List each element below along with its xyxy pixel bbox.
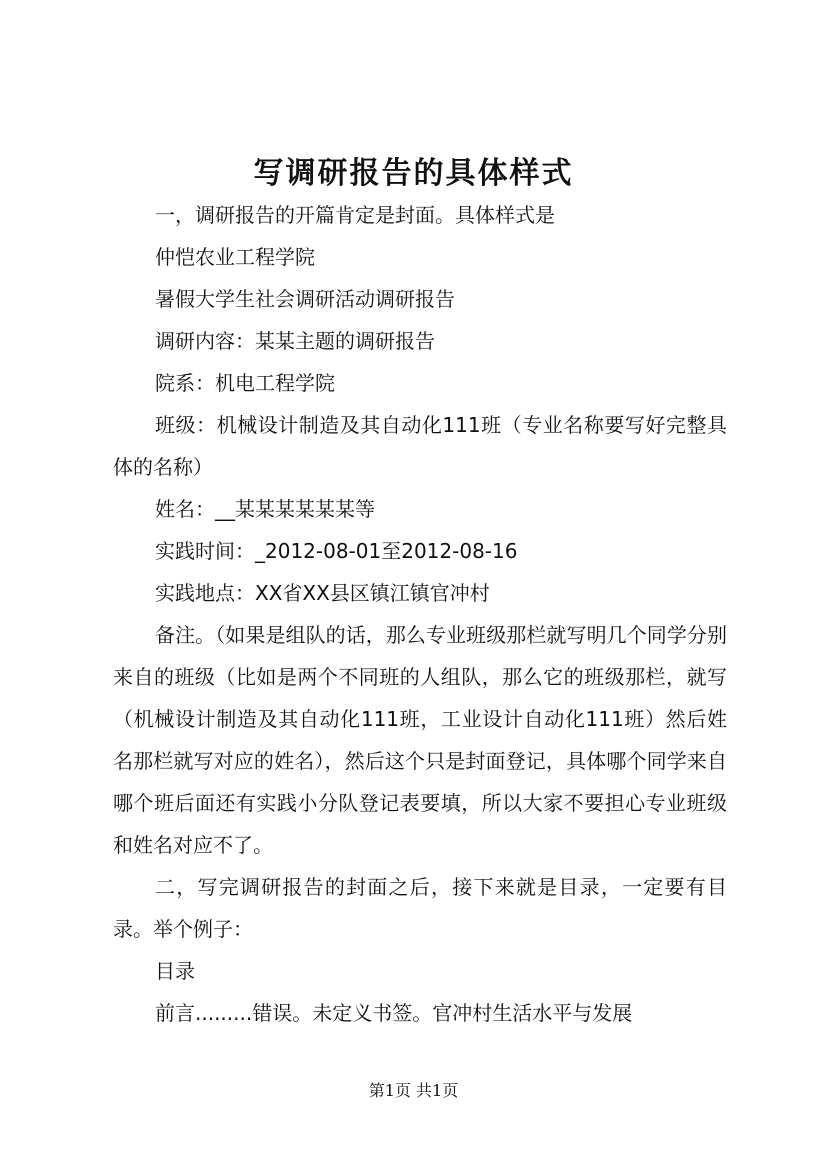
page-footer: 第1页 共1页 [368, 1081, 459, 1100]
paragraph: 备注。（如果是组队的话，那么专业班级那栏就写明几个同学分别来自的班级（比如是两个不同班的人组队，那么它的班级那栏，就写（机械设计制造及其自动化111班，工业设计自动化111班）然后姓名那栏就写对应的姓名），然后这个只是封面登记，具体哪个同学来自哪个班后面还有实践小分队登记表要填，所以大家不要担心专业班级和姓名对应不了。 [113, 623, 727, 857]
paragraph: 班级：机械设计制造及其自动化111班（专业名称要写好完整具体的名称） [113, 413, 727, 479]
paragraph: 暑假大学生社会调研活动调研报告 [155, 287, 455, 311]
paragraph: 姓名：__某某某某某某等 [155, 497, 375, 521]
paragraph: 院系：机电工程学院 [155, 371, 335, 395]
document-body [113, 194, 727, 1034]
document-title: 写调研报告的具体样式 [253, 156, 574, 191]
paragraph: 二，写完调研报告的封面之后，接下来就是目录，一定要有目录。举个例子： [113, 875, 727, 941]
paragraph: 实践地点：XX省XX县区镇江镇官冲村 [155, 581, 490, 605]
paragraph: 前言.........错误。未定义书签。官冲村生活水平与发展 [155, 1001, 633, 1025]
paragraph: 调研内容：某某主题的调研报告 [155, 329, 435, 353]
paragraph: 实践时间：_2012-08-01至2012-08-16 [155, 539, 518, 563]
paragraph: 目录 [155, 959, 195, 983]
paragraph: 一，调研报告的开篇肯定是封面。具体样式是 [155, 203, 555, 227]
paragraph: 仲恺农业工程学院 [155, 245, 315, 269]
